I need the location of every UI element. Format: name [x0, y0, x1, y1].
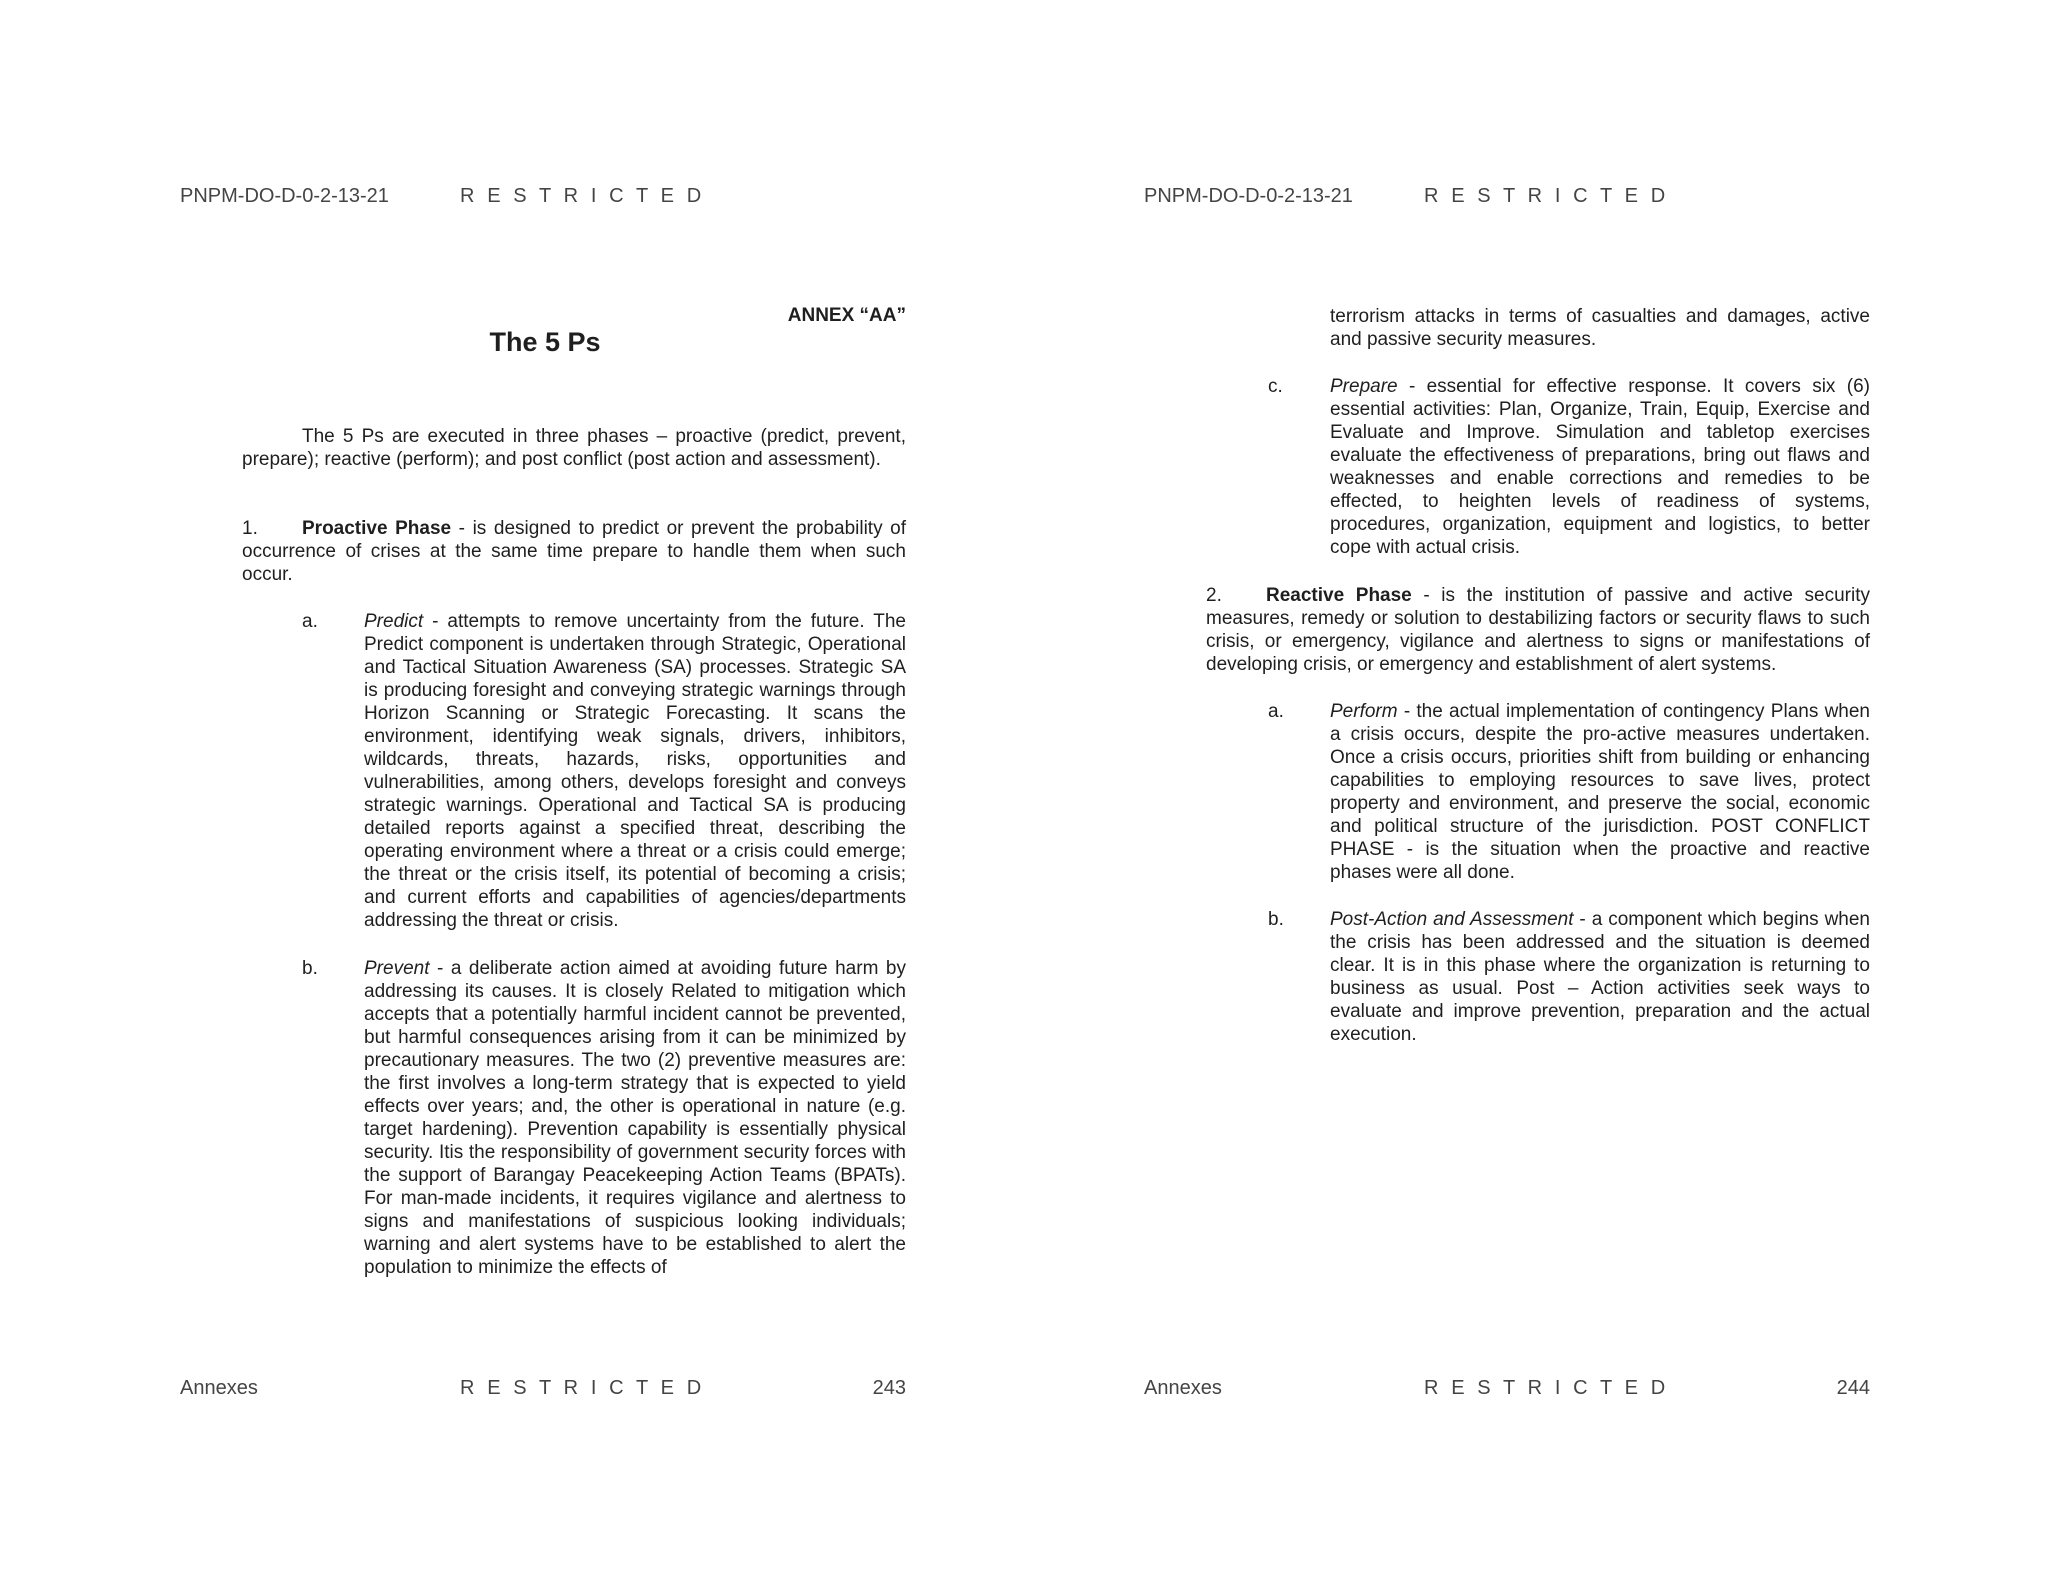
item-a-paragraph: [364, 610, 906, 932]
section-1-number: 1.: [242, 518, 258, 539]
section-2-number: 2.: [1206, 585, 1222, 606]
section-1-text: - is designed to predict or prevent the probability of occurrence of crises at the same time prepare to handle them when such occur.: [242, 518, 906, 585]
footer-classification: R E S T R I C T E D: [460, 1377, 705, 1399]
right-page: [1024, 0, 2048, 1582]
item-a-text: - attempts to remove uncertainty from the future. The Predict component is undertaken through Strategic, Operational and Tactical Situation Awareness (SA) processes. Strategic SA is producing foresight and conveying strategic warnings through Horizon Scanning or Strategic Forecasting. It scans the environment, identifying weak signals, drivers, inhibitors, wildcards, threats, hazards, risks, opportunities and vulnerabilities, among others, develops foresight and conveys strategic warnings. Operational and Tactical SA is producing detailed reports against a specified threat, describing the operating environment where a threat or a crisis could emerge; the threat or the crisis itself, its potential of becoming a crisis; and current efforts and capabilities of agencies/departments addressing the threat or crisis.: [364, 611, 906, 931]
continuation-paragraph: terrorism attacks in terms of casualties and damages, active and passive security measures.: [1330, 306, 1870, 350]
item-b-paragraph: [364, 957, 906, 1279]
section-1-paragraph: [242, 517, 906, 586]
section-2-heading: Reactive Phase: [1266, 585, 1412, 606]
page-number: 243: [872, 1377, 906, 1399]
item-b-text: - a deliberate action aimed at avoiding future harm by addressing its causes. It is closely Related to mitigation which accepts that a potentially harmful incident cannot be prevented, but harmful consequences arising from it can be minimized by precautionary measures. The two (2) preventive measures are: the first involves a long-term strategy that is expected to yield effects over years; and, the other is operational in nature (e.g. target hardening). Prevention capability is essentially physical security. Itis the responsibility of government security forces with the support of Barangay Peacekeeping Action Teams (BPATs). For man-made incidents, it requires vigilance and alertness to signs and manifestations of suspicious looking individuals; warning and alert systems have to be established to alert the population to minimize the effects of: [364, 958, 906, 1278]
page-title: The 5 Ps: [489, 327, 601, 357]
item-b-term: Post-Action and Assessment: [1330, 909, 1574, 930]
header-document-code: PNPM-DO-D-0-2-13-21: [180, 185, 389, 207]
footer-classification: R E S T R I C T E D: [1424, 1377, 1669, 1399]
footer-label: Annexes: [180, 1377, 258, 1399]
item-a-marker: a.: [302, 611, 318, 632]
page-number: 244: [1836, 1377, 1870, 1399]
item-b-term: Prevent: [364, 958, 430, 979]
section-2-text: - is the institution of passive and active security measures, remedy or solution to destabilizing factors or security flaws to such crisis, or emergency, vigilance and alertness to signs or manifestations of developing crisis, or emergency and establishment of alert systems.: [1206, 585, 1870, 675]
item-b-text: - a component which begins when the crisis has been addressed and the situation is deemed clear. It is in this phase where the organization is returning to business as usual. Post – Action activities seek ways to evaluate and improve prevention, preparation and the actual execution.: [1330, 909, 1870, 1045]
item-c-marker: c.: [1268, 376, 1283, 397]
item-a-marker: a.: [1268, 701, 1284, 722]
intro-paragraph: [242, 425, 906, 471]
item-b-marker: b.: [302, 958, 318, 979]
item-b-marker: b.: [1268, 909, 1284, 930]
item-a-text: - the actual implementation of contingency Plans when a crisis occurs, despite the pro-active measures undertaken. Once a crisis occurs, priorities shift from building or enhancing capabilities to employing resources to save lives, protect property and environment, and preserve the social, economic and political structure of the jurisdiction. POST CONFLICT PHASE - is the situation when the proactive and reactive phases were all done.: [1330, 701, 1870, 883]
header-document-code: PNPM-DO-D-0-2-13-21: [1144, 185, 1353, 207]
item-b-paragraph: [1330, 908, 1870, 1046]
section-2-paragraph: [1206, 584, 1870, 676]
annex-label: ANNEX “AA”: [787, 305, 906, 326]
header-classification: R E S T R I C T E D: [460, 185, 705, 207]
item-c-paragraph: [1330, 375, 1870, 559]
section-1-heading: Proactive Phase: [302, 518, 452, 539]
item-a-paragraph: [1330, 700, 1870, 884]
item-c-text: - essential for effective response. It covers six (6) essential activities: Plan, Organize, Train, Equip, Exercise and Evaluate and Improve. Simulation and tabletop exercises evaluate the effectiveness of preparations, bring out flaws and weaknesses and enable corrections and remedies to be effected, to heighten levels of readiness of systems, procedures, organization, equipment and logistics, to better cope with actual crisis.: [1330, 376, 1870, 558]
item-a-term: Predict: [364, 611, 424, 632]
header-classification: R E S T R I C T E D: [1424, 185, 1669, 207]
intro-text: The 5 Ps are executed in three phases – proactive (predict, prevent, prepare); reactive (perform); and post conflict (post action and assessment).: [242, 426, 906, 470]
footer-label: Annexes: [1144, 1377, 1222, 1399]
item-a-term: Perform: [1330, 701, 1398, 722]
item-c-term: Prepare: [1330, 376, 1398, 397]
